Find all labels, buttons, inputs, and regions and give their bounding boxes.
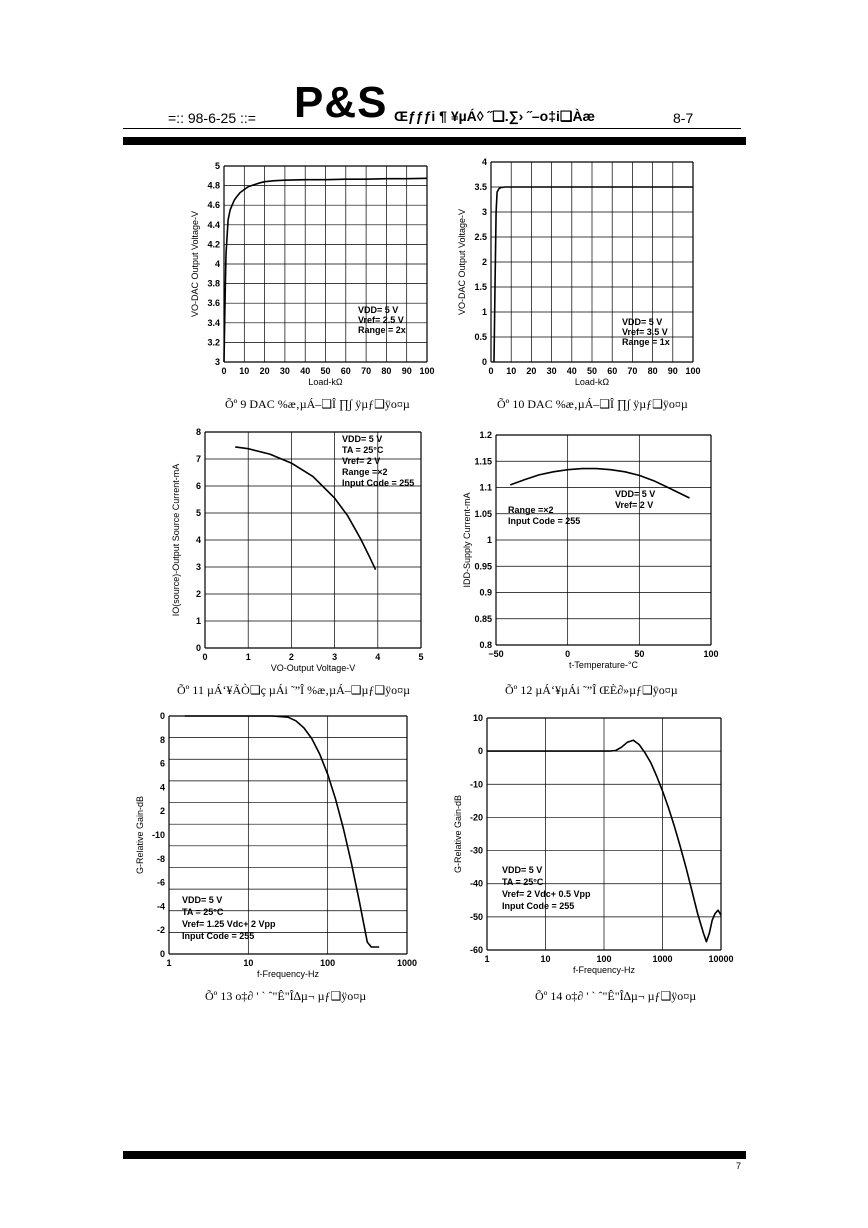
condition-label: TA = 25°C — [502, 877, 544, 887]
y-tick-label: 2 — [159, 806, 165, 817]
x-tick-label: 4 — [375, 652, 381, 662]
x-tick-label: 10 — [506, 366, 517, 376]
x-axis-label: Load-kΩ — [574, 377, 610, 387]
x-tick-label: 100 — [685, 366, 701, 376]
y-tick-label: 3.5 — [474, 182, 487, 192]
y-tick-label: 0 — [477, 746, 483, 757]
y-tick-label: 0.85 — [474, 613, 492, 624]
x-tick-label: 100 — [596, 954, 612, 964]
y-tick-label: -10 — [151, 830, 165, 840]
x-tick-label: 50 — [320, 366, 331, 376]
y-tick-label: 4 — [159, 782, 165, 793]
caption-fig12: Õº 12 µÁ‘¥µÁi ˜”Î ŒÈ∂»µƒ❑ÿo¤µ — [505, 683, 678, 697]
y-tick-label: 1.2 — [479, 430, 492, 440]
y-tick-label: -2 — [156, 925, 165, 936]
x-tick-label: 80 — [381, 366, 392, 376]
y-tick-label: 0.5 — [474, 332, 487, 342]
condition-label: Range = 1x — [622, 337, 670, 347]
x-tick-label: 10 — [239, 366, 250, 376]
x-tick-label: 1 — [484, 954, 490, 964]
footer-page-num: 7 — [736, 1161, 742, 1171]
y-axis-label: IO(source)-Output Source Current-mA — [171, 463, 181, 617]
y-tick-label: -40 — [469, 878, 483, 889]
y-axis-label: G-Relative Gain-dB — [453, 794, 463, 874]
x-tick-label: 60 — [607, 366, 618, 376]
x-tick-label: 3 — [332, 652, 338, 662]
series-line — [510, 469, 689, 498]
condition-label: Range =×2 — [508, 505, 554, 515]
chart-fig9 — [190, 161, 435, 387]
y-tick-label: 4.6 — [207, 200, 220, 211]
condition-label: VDD= 5 V — [342, 434, 383, 444]
x-tick-label: 10 — [540, 954, 551, 964]
y-tick-label: 4.2 — [207, 239, 220, 250]
y-tick-label: 6 — [195, 481, 201, 491]
y-tick-label: -20 — [469, 812, 483, 823]
condition-label: Range = 2x — [358, 325, 406, 335]
header-logo: P&S — [294, 78, 388, 127]
y-tick-label: 0.8 — [479, 640, 492, 650]
y-tick-label: 3.2 — [207, 337, 220, 348]
x-tick-label: 30 — [279, 366, 290, 376]
x-tick-label: 40 — [300, 366, 311, 376]
y-tick-label: 3 — [195, 562, 201, 572]
x-tick-label: 10 — [243, 958, 254, 968]
chart-fig14 — [453, 713, 734, 975]
y-tick-label: -10 — [469, 779, 483, 790]
caption-fig13: Õº 13 o‡∂ ' ` ˆ"Ê"Î∆µ¬ µƒ❑ÿo¤µ — [205, 989, 367, 1003]
x-tick-label: 20 — [526, 366, 537, 376]
condition-label: Vref= 1.25 Vdc+ 2 Vpp — [182, 919, 276, 929]
y-tick-label: 0 — [195, 643, 201, 653]
x-tick-label: 30 — [546, 366, 557, 376]
y-tick-label: 3 — [481, 207, 487, 217]
y-tick-label: 1.15 — [474, 456, 492, 467]
x-tick-label: 5 — [418, 652, 424, 662]
y-tick-label: 4 — [195, 535, 201, 545]
chart-fig12 — [462, 430, 719, 670]
condition-label: VDD= 5 V — [622, 317, 663, 327]
y-tick-label: 7 — [195, 454, 201, 464]
y-tick-label: 1.5 — [474, 282, 487, 292]
y-tick-label: 3.4 — [207, 317, 220, 328]
y-tick-label: 4 — [481, 157, 487, 167]
x-tick-label: 1 — [245, 652, 251, 662]
caption-fig14: Õº 14 o‡∂ ' ` ˆ"Ê"Î∆µ¬ µƒ❑ÿo¤µ — [535, 989, 697, 1003]
x-tick-label: 20 — [259, 366, 270, 376]
y-tick-label: 3.8 — [207, 278, 220, 289]
x-tick-label: 100 — [419, 366, 435, 376]
y-axis-label: VO-DAC Output Voltage-V — [457, 208, 467, 316]
x-tick-label: 1000 — [652, 954, 673, 964]
y-tick-label: 6 — [159, 758, 165, 769]
y-axis-label: G-Relative Gain-dB — [135, 795, 145, 875]
condition-label: TA = 25°C — [182, 907, 224, 917]
caption-fig11: Õº 11 µÁ‘¥ÃÒ❑ç µÁi ˜”Î %æ‚µÁ–❑µƒ❑ÿo¤µ — [177, 683, 411, 697]
condition-label: VDD= 5 V — [182, 895, 223, 905]
y-tick-label: 2 — [195, 589, 201, 599]
x-tick-label: −50 — [488, 649, 504, 659]
x-tick-label: 2 — [288, 652, 294, 662]
y-axis-label: IDD-Supply Current-mA — [462, 492, 472, 588]
y-tick-label: -50 — [469, 911, 483, 922]
x-axis-label: Load-kΩ — [308, 377, 343, 387]
chart-fig13 — [135, 711, 417, 979]
header-page-ref: 8-7 — [673, 110, 694, 126]
y-tick-label: 0.95 — [474, 561, 492, 572]
y-tick-label: -8 — [156, 853, 165, 864]
x-axis-label: VO-Output Voltage-V — [270, 663, 356, 673]
y-tick-label: 2.5 — [474, 232, 487, 242]
chart-fig11 — [171, 427, 424, 673]
x-tick-label: 100 — [320, 958, 336, 968]
condition-label: VDD= 5 V — [615, 489, 656, 499]
condition-label: Vref= 2 V — [615, 500, 654, 510]
x-tick-label: 0 — [202, 652, 208, 662]
x-tick-label: 0 — [221, 366, 227, 376]
x-tick-label: 40 — [566, 366, 577, 376]
condition-label: Vref= 2.5 V — [358, 315, 404, 325]
x-tick-label: 0 — [565, 649, 571, 659]
condition-label: Input Code = 255 — [502, 901, 575, 911]
condition-label: Vref= 2 V — [342, 456, 381, 466]
x-tick-label: 60 — [340, 366, 351, 376]
y-tick-label: 4.8 — [207, 180, 220, 191]
y-tick-label: -6 — [156, 877, 165, 888]
y-tick-label: 1.05 — [474, 508, 492, 519]
caption-fig9: Õº 9 DAC %æ‚µÁ–❑Î ∏∫ ÿµƒ❑ÿo¤µ — [225, 397, 410, 411]
y-tick-label: 5 — [214, 161, 220, 171]
condition-label: TA = 25°C — [342, 445, 384, 455]
y-tick-label: 0 — [159, 949, 165, 959]
y-tick-label: -60 — [469, 945, 483, 955]
condition-label: Input Code = 255 — [508, 516, 581, 526]
y-tick-label: 3 — [214, 357, 220, 367]
condition-label: VDD= 5 V — [502, 865, 543, 875]
y-tick-label: 10 — [472, 713, 483, 723]
y-tick-label: 1.1 — [479, 482, 492, 493]
x-tick-label: 50 — [586, 366, 598, 376]
x-tick-label: 10000 — [708, 954, 734, 964]
condition-label: Range =×2 — [342, 467, 388, 477]
x-tick-label: 1 — [166, 958, 172, 968]
x-tick-label: 100 — [703, 649, 719, 659]
condition-label: Input Code = 255 — [182, 931, 255, 941]
y-tick-label: 4 — [214, 259, 220, 269]
y-tick-label: 0 — [159, 711, 165, 721]
y-tick-label: 1 — [486, 535, 492, 545]
y-tick-label: -4 — [156, 901, 165, 912]
y-tick-label: -30 — [469, 845, 483, 856]
y-tick-label: 3.6 — [207, 298, 220, 309]
x-tick-label: 0 — [488, 366, 494, 376]
x-tick-label: 80 — [647, 366, 658, 376]
y-tick-label: 8 — [159, 734, 165, 745]
y-tick-label: 2 — [481, 257, 487, 267]
x-tick-label: 50 — [634, 649, 645, 659]
chart-fig10 — [457, 157, 701, 387]
condition-label: Vref= 3.5 V — [622, 327, 668, 337]
header-subtitle: Œƒƒƒi ¶ ¥µÁ◊ ˝❑.∑› ˝–o‡i❑Àæ — [394, 108, 596, 124]
x-tick-label: 70 — [361, 366, 372, 376]
caption-fig10: Õº 10 DAC %æ‚µÁ–❑Î ∏∫ ÿµƒ❑ÿo¤µ — [497, 397, 688, 411]
y-tick-label: 1 — [481, 307, 487, 317]
y-tick-label: 0 — [481, 357, 487, 367]
x-axis-label: t-Temperature-°C — [568, 660, 639, 670]
x-tick-label: 70 — [627, 366, 638, 376]
x-tick-label: 90 — [667, 366, 678, 376]
y-tick-label: 5 — [195, 508, 201, 518]
x-axis-label: f-Frequency-Hz — [256, 969, 320, 979]
condition-label: VDD= 5 V — [358, 305, 399, 315]
y-tick-label: 0.9 — [479, 587, 492, 598]
x-tick-label: 1000 — [396, 958, 418, 968]
condition-label: Input Code = 255 — [342, 478, 415, 488]
condition-label: Vref= 2 Vdc+ 0.5 Vpp — [502, 889, 591, 899]
y-tick-label: 8 — [195, 427, 201, 437]
y-tick-label: 4.4 — [207, 219, 220, 230]
x-axis-label: f-Frequency-Hz — [572, 965, 636, 975]
y-axis-label: VO-DAC Output Voltage-V — [190, 210, 200, 318]
x-tick-label: 90 — [401, 366, 412, 376]
y-tick-label: 1 — [195, 616, 201, 626]
header-date: =:: 98-6-25 ::= — [168, 110, 256, 126]
footer-thick-rule — [123, 1151, 746, 1159]
